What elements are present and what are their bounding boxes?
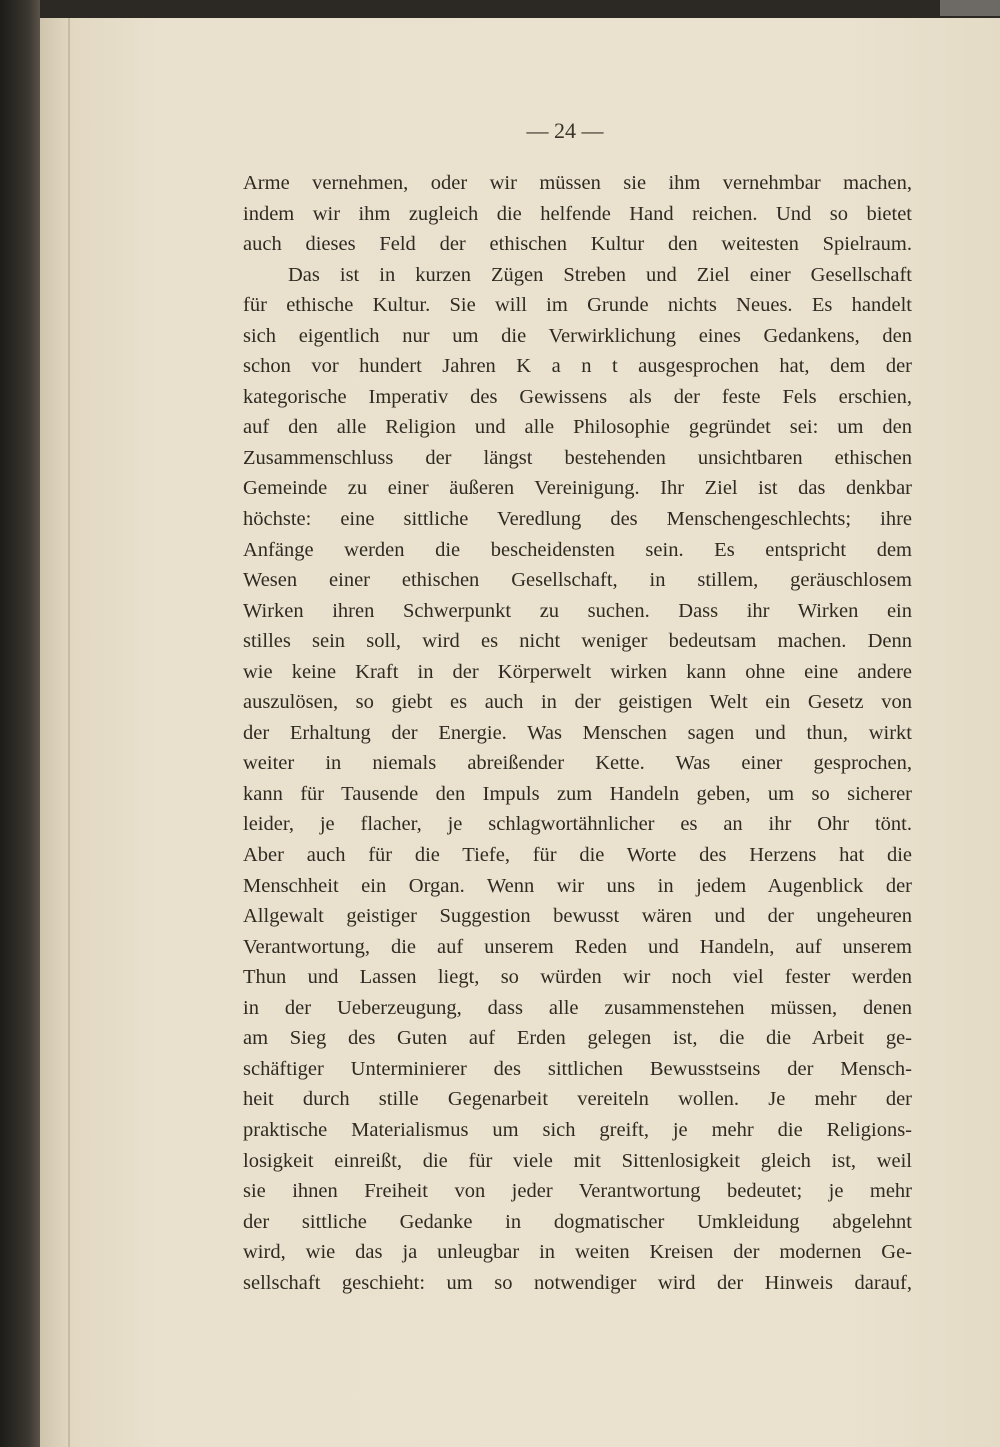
text-line: leider, je flacher, je schlagwortähnlicher es an ihr Ohr tönt. [243,813,912,836]
text-line: kategorische Imperativ des Gewissens als der feste Fels erschien, [243,385,912,408]
text-line: sellschaft geschieht: um so notwendiger wird der Hinweis darauf, [243,1271,912,1294]
text-line: der Erhaltung der Energie. Was Menschen sagen und thun, wirkt [243,721,912,744]
book-binding [0,0,40,1447]
page-number: — 24 — [526,118,604,143]
text-line: auf den alle Religion und alle Philosophie gegründet sei: um den [243,416,912,439]
text-line: sich eigentlich nur um die Verwirklichung eines Gedankens, den [243,324,912,347]
scan-corner [940,0,1000,16]
text-line: stilles sein soll, wird es nicht weniger bedeutsam machen. Denn [243,630,912,653]
text-line: Menschheit ein Organ. Wenn wir uns in jedem Augenblick der [243,874,912,897]
text-line: Wirken ihren Schwerpunkt zu suchen. Dass ihr Wirken ein [243,599,912,622]
text-line: wie keine Kraft in der Körperwelt wirken kann ohne eine andere [243,660,912,683]
text-line: Gemeinde zu einer äußeren Vereinigung. Ihr Ziel ist das denkbar [243,477,912,500]
text-line: am Sieg des Guten auf Erden gelegen ist, die die Arbeit ge- [243,1027,912,1050]
text-line: Das ist in kurzen Zügen Streben und Ziel einer Gesellschaft [288,263,912,286]
text-line: Thun und Lassen liegt, so würden wir noch viel fester werden [243,966,912,989]
body-text [243,168,912,1298]
text-line: Verantwortung, die auf unserem Reden und Handeln, auf unserem [243,935,912,958]
text-line: heit durch stille Gegenarbeit vereiteln wollen. Je mehr der [243,1088,912,1111]
text-line: für ethische Kultur. Sie will im Grunde nichts Neues. Es handelt [243,294,912,317]
page-fold [68,18,70,1447]
text-line: in der Ueberzeugung, dass alle zusammenstehen müssen, denen [243,996,912,1019]
text-line: indem wir ihm zugleich die helfende Hand reichen. Und so bietet [243,202,912,225]
text-line: weiter in niemals abreißender Kette. Was einer gesprochen, [243,752,912,775]
text-line: schäftiger Unterminierer des sittlichen Bewusstseins der Mensch- [243,1057,912,1080]
text-line: Aber auch für die Tiefe, für die Worte des Herzens hat die [243,844,912,867]
text-line: Arme vernehmen, oder wir müssen sie ihm vernehmbar machen, [243,172,912,194]
text-line: Anfänge werden die bescheidensten sein. Es entspricht dem [243,538,912,561]
text-line: schon vor hundert Jahren K a n t ausgesprochen hat, dem der [243,355,912,378]
text-line: kann für Tausende den Impuls zum Handeln geben, um so sicherer [243,782,912,805]
text-line: auch dieses Feld der ethischen Kultur den weitesten Spielraum. [243,233,912,256]
text-line: sie ihnen Freiheit von jeder Verantwortung bedeutet; je mehr [243,1180,912,1203]
text-line: höchste: eine sittliche Veredlung des Menschengeschlechts; ihre [243,508,912,531]
text-line: wird, wie das ja unleugbar in weiten Kreisen der modernen Ge- [243,1241,912,1264]
text-line: Wesen einer ethischen Gesellschaft, in stillem, geräuschlosem [243,569,912,592]
text-line: losigkeit einreißt, die für viele mit Sittenlosigkeit gleich ist, weil [243,1149,912,1172]
text-line: Zusammenschluss der längst bestehenden unsichtbaren ethischen [243,446,912,469]
text-line: Allgewalt geistiger Suggestion bewusst wären und der ungeheuren [243,905,912,928]
text-line: praktische Materialismus um sich greift, je mehr die Religions- [243,1118,912,1141]
text-line: auszulösen, so giebt es auch in der geistigen Welt ein Gesetz von [243,691,912,714]
text-line: der sittliche Gedanke in dogmatischer Umkleidung abgelehnt [243,1210,912,1233]
scan-top-edge [0,0,1000,18]
